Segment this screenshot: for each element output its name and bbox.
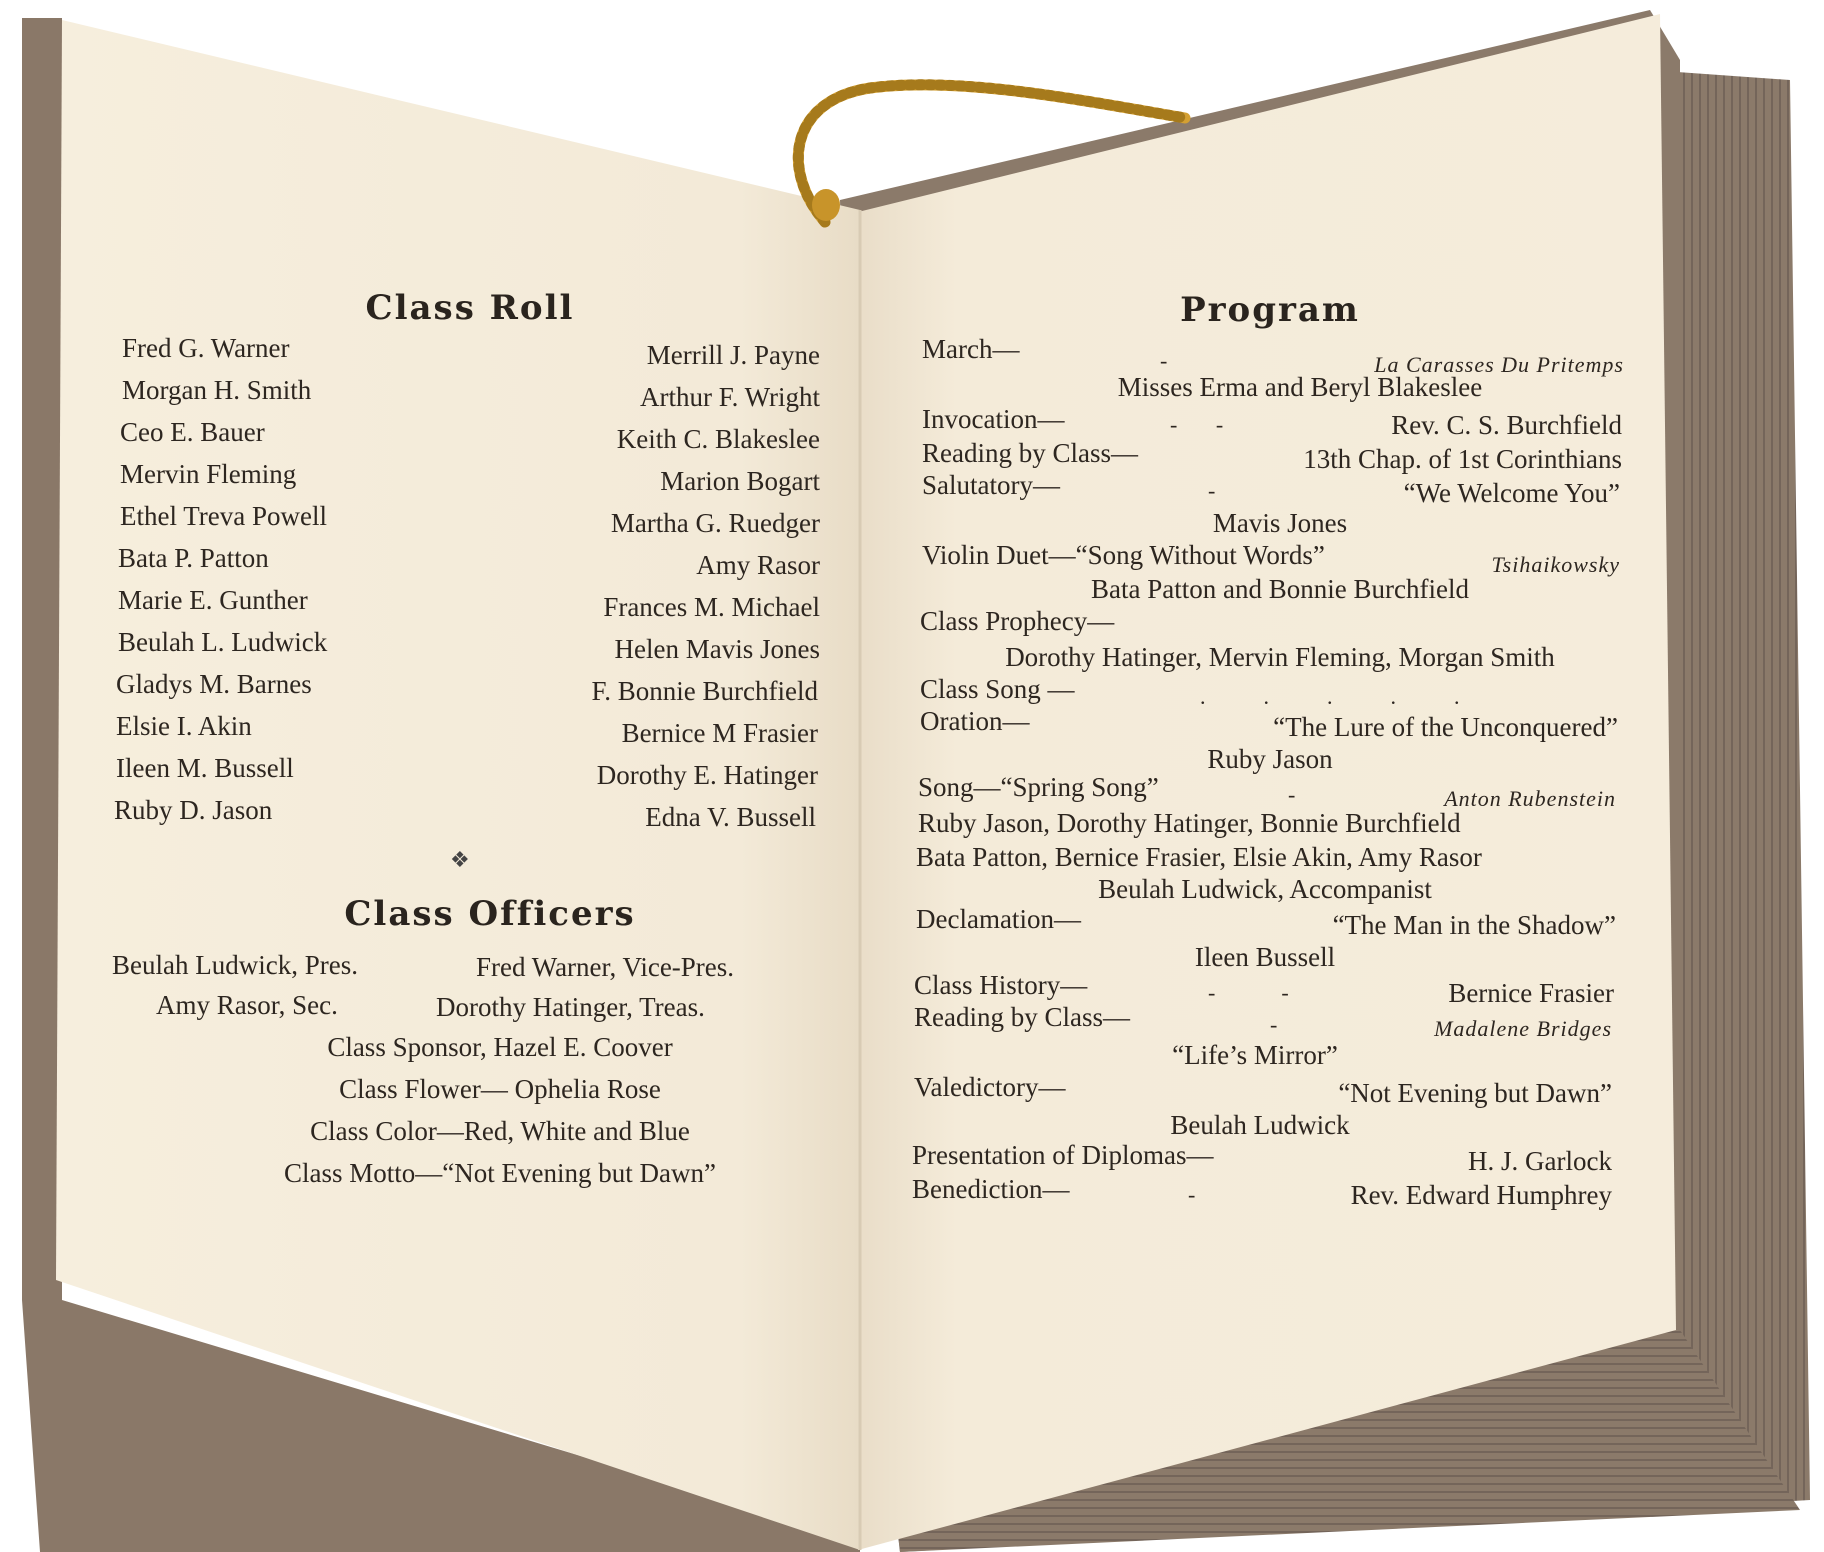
list-item: Bernice M Frasier <box>621 718 818 748</box>
list-item: Helen Mavis Jones <box>614 634 820 664</box>
program-performers: Ruby Jason <box>1207 744 1333 774</box>
program-title: “Not Evening but Dawn” <box>1338 1078 1612 1108</box>
officer-secretary: Amy Rasor, Sec. <box>156 990 338 1020</box>
program-title: “Life’s Mirror” <box>1172 1040 1338 1070</box>
class-flower: Class Flower— Ophelia Rose <box>339 1074 661 1104</box>
list-item: Marion Bogart <box>660 466 820 496</box>
program-composer: Tsihaikowsky <box>1491 552 1620 577</box>
program-performers: Rev. C. S. Burchfield <box>1391 410 1622 440</box>
program-title: “We Welcome You” <box>1403 478 1620 508</box>
leader-dash: - <box>1270 1012 1278 1037</box>
officer-president: Beulah Ludwick, Pres. <box>112 950 358 980</box>
list-item: Ethel Treva Powell <box>120 501 327 531</box>
program-label: March— <box>922 334 1020 364</box>
program-label: Salutatory— <box>922 470 1060 500</box>
ornament-icon: ❖ <box>450 848 470 873</box>
leader-dash: - - <box>1170 412 1224 437</box>
program-label: Reading by Class— <box>914 1002 1130 1032</box>
class-motto: Class Motto—“Not Evening but Dawn” <box>284 1158 716 1188</box>
list-item: Martha G. Ruedger <box>610 508 820 538</box>
program-label: Reading by Class— <box>922 438 1138 468</box>
officer-treasurer: Dorothy Hatinger, Treas. <box>436 992 705 1022</box>
list-item: Edna V. Bussell <box>645 802 816 832</box>
program-label: Class History— <box>914 970 1088 1000</box>
list-item: Dorothy E. Hatinger <box>596 760 818 790</box>
officer-vice-president: Fred Warner, Vice-Pres. <box>476 952 735 982</box>
program-title: “The Lure of the Unconquered” <box>1273 712 1618 742</box>
program-performers: Ruby Jason, Dorothy Hatinger, Bonnie Burchfield <box>918 808 1461 838</box>
list-item: Beulah L. Ludwick <box>118 627 328 657</box>
list-item: Gladys M. Barnes <box>116 669 312 699</box>
list-item: F. Bonnie Burchfield <box>591 676 818 706</box>
list-item: Arthur F. Wright <box>640 382 820 412</box>
list-item: Ruby D. Jason <box>114 795 273 825</box>
program-label: Oration— <box>920 706 1030 736</box>
program-label: Song—“Spring Song” <box>918 772 1159 802</box>
class-officers-heading: Class Officers <box>344 894 636 934</box>
leader-dash: - <box>1160 348 1168 373</box>
program-performers: Rev. Edward Humphrey <box>1350 1180 1612 1210</box>
list-item: Marie E. Gunther <box>118 585 308 615</box>
list-item: Mervin Fleming <box>120 459 297 489</box>
program-performers: Dorothy Hatinger, Mervin Fleming, Morgan Smith <box>1005 642 1555 672</box>
leader-dash: - <box>1188 1182 1196 1207</box>
class-color: Class Color—Red, White and Blue <box>310 1116 690 1146</box>
leader-dots: ..... <box>1200 684 1518 709</box>
program-composer: Anton Rubenstein <box>1444 786 1616 811</box>
program-title: “The Man in the Shadow” <box>1332 910 1616 940</box>
list-item: Merrill J. Payne <box>646 340 820 370</box>
program-label: Presentation of Diplomas— <box>912 1140 1214 1170</box>
program-performers: Misses Erma and Beryl Blakeslee <box>1117 372 1483 402</box>
class-sponsor: Class Sponsor, Hazel E. Coover <box>327 1032 673 1062</box>
program-performers: Bata Patton, Bernice Frasier, Elsie Akin, Amy Rasor <box>916 842 1482 872</box>
program-label: Benediction— <box>912 1174 1070 1204</box>
program-performers: Beulah Ludwick, Accompanist <box>1098 874 1432 904</box>
program-label: Class Prophecy— <box>920 606 1115 636</box>
leader-dash: - <box>1208 478 1216 503</box>
program-performers: Mavis Jones <box>1212 508 1348 538</box>
program-performers: Ileen Bussell <box>1194 942 1336 972</box>
list-item: Keith C. Blakeslee <box>616 424 820 454</box>
program-label: Valedictory— <box>914 1072 1066 1102</box>
program-performers: Bernice Frasier <box>1448 978 1614 1008</box>
list-item: Bata P. Patton <box>118 543 269 573</box>
program-label: Violin Duet—“Song Without Words” <box>922 540 1325 570</box>
list-item: Fred G. Warner <box>122 333 290 363</box>
list-item: Ceo E. Bauer <box>120 417 265 447</box>
leader-dash: - <box>1288 782 1296 807</box>
list-item: Ileen M. Bussell <box>116 753 294 783</box>
program-performers: H. J. Garlock <box>1468 1146 1612 1176</box>
program-heading: Program <box>1180 290 1360 330</box>
program-performers: Bata Patton and Bonnie Burchfield <box>1091 574 1469 604</box>
list-item: Morgan H. Smith <box>122 375 312 405</box>
program-title: 13th Chap. of 1st Corinthians <box>1303 444 1622 474</box>
program-composer: Madalene Bridges <box>1434 1016 1612 1041</box>
program-label: Invocation— <box>922 404 1065 434</box>
class-roll-heading: Class Roll <box>365 288 575 328</box>
leader-dash: - - <box>1208 980 1289 1005</box>
program-composer: La Carasses Du Pritemps <box>1374 352 1624 377</box>
list-item: Elsie I. Akin <box>116 711 252 741</box>
list-item: Frances M. Michael <box>603 592 820 622</box>
program-label: Declamation— <box>916 904 1081 934</box>
program-performers: Beulah Ludwick <box>1170 1110 1350 1140</box>
list-item: Amy Rasor <box>696 550 820 580</box>
program-label: Class Song — <box>920 674 1075 704</box>
